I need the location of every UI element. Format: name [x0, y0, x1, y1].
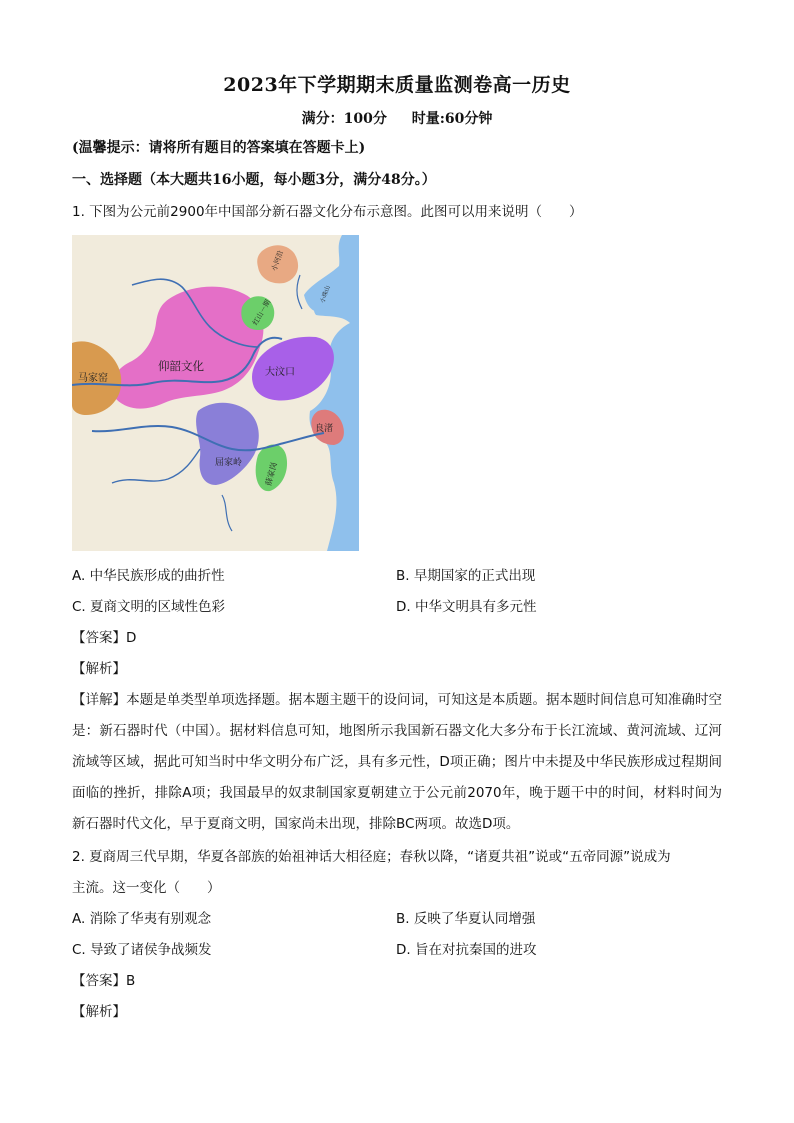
exam-meta: [0, 108, 794, 128]
label-xiaozhushan: 小珠山: [319, 284, 332, 305]
q1-detail: 【详解】本题是单类型单项选择题。据本题主题干的设问词，可知这是本质题。据本题时间信息可知准确时空是：新石器时代（中国）。据材料信息可知，地图所示我国新石器文化大多分布于长江流域、黄河流域、辽河流域等区域，据此可知当时中华文明分布广泛，具有多元性，D项正确；图片中未提及中华民族形成过程期间面临的挫折，排除A项；我国最早的奴隶制国家夏朝建立于公元前2070年，晚于题干中的时间，材料时间为新石器时代文化，早于夏商文明，国家尚未出现，排除BC两项。故选D项。: [72, 692, 722, 832]
label-majiayao: 马家窑: [78, 373, 108, 384]
label-xiaoheyan: 小河沿: [270, 249, 285, 273]
label-dawenkou: 大汶口: [265, 367, 295, 378]
q1-option-b: B. 早期国家的正式出现: [396, 568, 536, 584]
label-hongshan: 红山－期: [251, 298, 273, 327]
label-yangshao: 仰韶文化: [158, 359, 204, 373]
time-limit: 时量:60分钟: [411, 111, 493, 127]
label-liangzhu: 良渚: [315, 424, 334, 434]
page-title: 2023年下学期期末质量监测卷高一历史: [223, 74, 571, 96]
question-2-stem-line1: 2. 夏商周三代早期，华夏各部族的始祖神话大相径庭；春秋以降，“诸夏共祖”说或“五帝同源”说成为: [72, 849, 671, 865]
question-2-stem-line2: 主流。这一变化（ ）: [72, 880, 221, 896]
label-xuejiagang: 薛家岗: [263, 461, 279, 487]
q1-analysis-label: 【解析】: [72, 661, 126, 677]
label-qujialing: 屈家岭: [215, 458, 243, 468]
notice: (温馨提示：请将所有题目的答案填在答题卡上): [72, 140, 366, 156]
q2-option-b: B. 反映了华夏认同增强: [396, 911, 536, 927]
section-heading: 一、选择题（本大题共16小题，每小题3分，满分48分。）: [72, 172, 436, 188]
question-1-stem: 1. 下图为公元前2900年中国部分新石器文化分布示意图。此图可以用来说明（ ）: [72, 204, 583, 220]
q1-option-a: A. 中华民族形成的曲折性: [72, 568, 225, 584]
q2-option-a: A. 消除了华夷有别观念: [72, 911, 212, 927]
neolithic-culture-map: [72, 235, 359, 551]
q1-answer: 【答案】D: [72, 630, 137, 646]
q1-option-c: C. 夏商文明的区域性色彩: [72, 599, 226, 615]
q2-answer: 【答案】B: [72, 973, 136, 989]
q2-analysis-label: 【解析】: [72, 1004, 126, 1020]
q1-option-d: D. 中华文明具有多元性: [396, 599, 537, 615]
full-score: 满分：100分: [301, 111, 387, 127]
q2-option-c: C. 导致了诸侯争战频发: [72, 942, 212, 958]
q2-option-d: D. 旨在对抗秦国的进攻: [396, 942, 537, 958]
